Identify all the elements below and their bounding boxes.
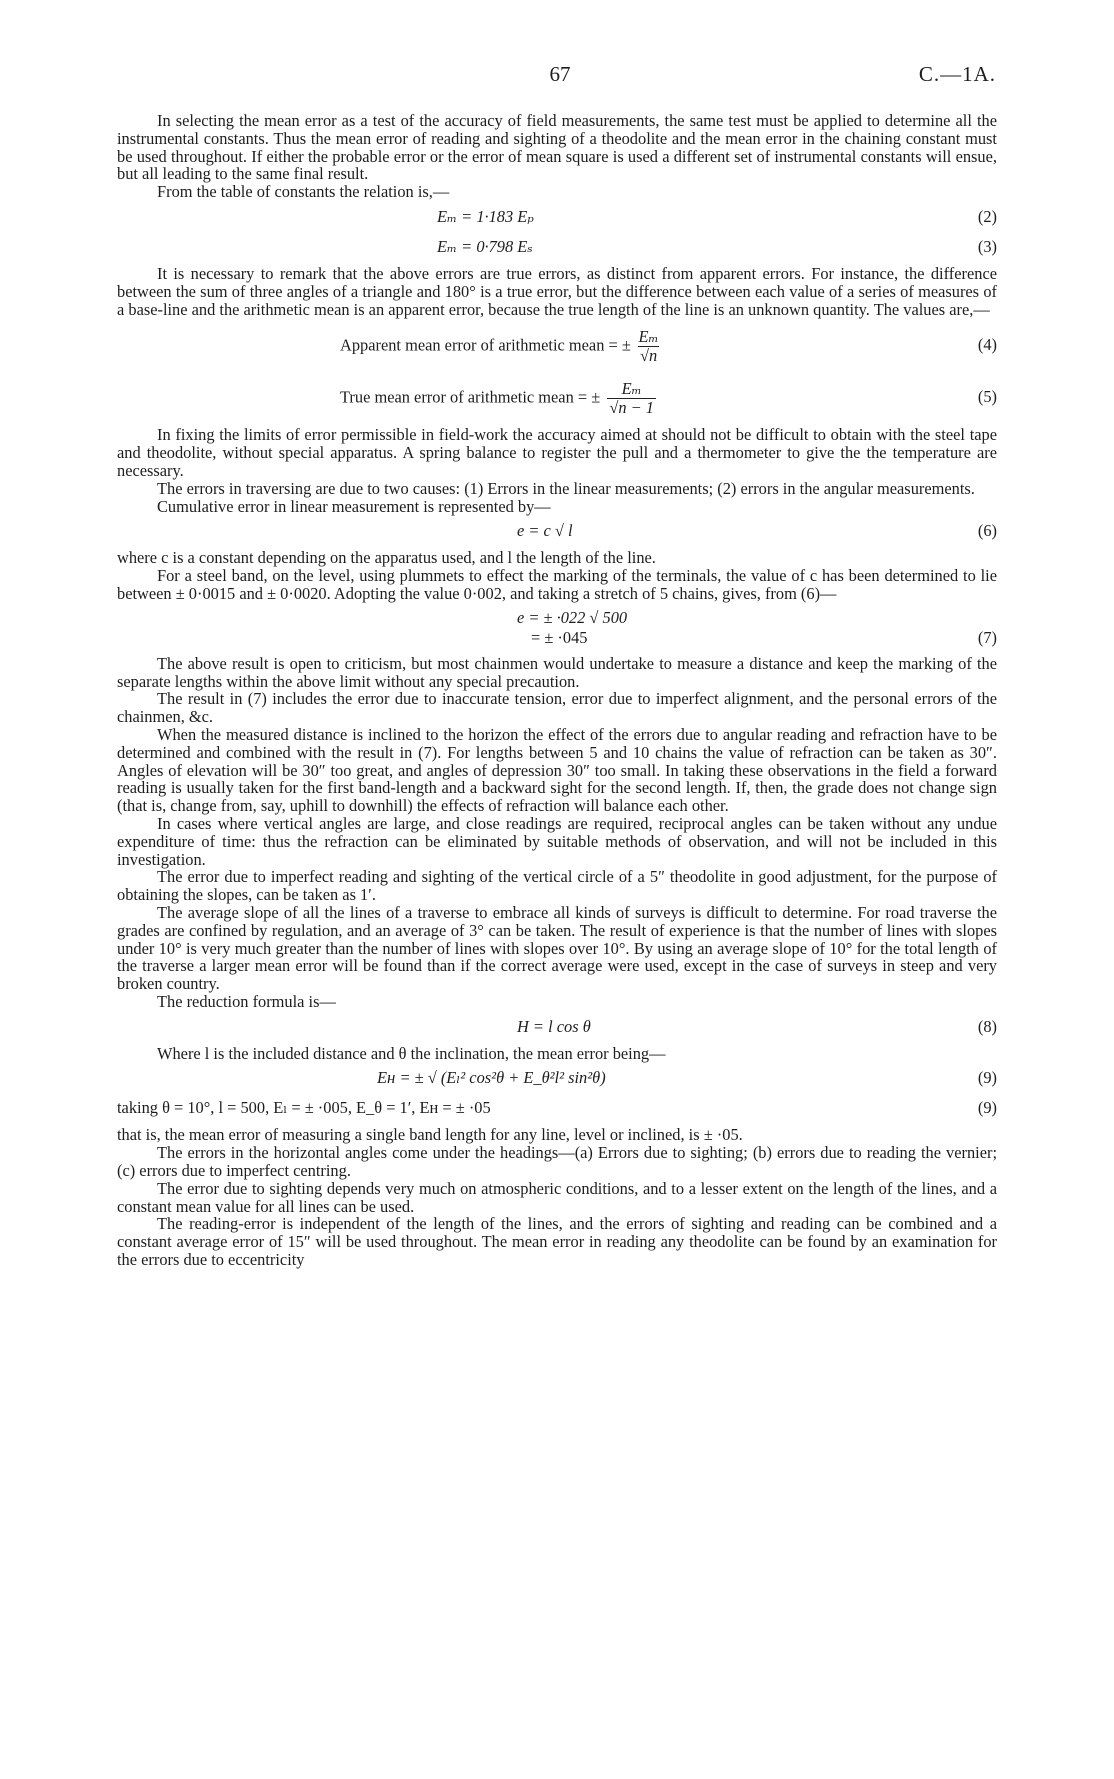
equation-line: e = ± ·022 √ 500 (517, 607, 628, 627)
equation-text: H = l cos θ (517, 1016, 591, 1036)
paragraph: For a steel band, on the level, using plummets to effect the marking of the terminals, the value of c has been determined to lie between ± 0·0015 and ± 0·0020. Adopting the value 0·002, and taking a stretch of 5 chains, gives, from (6)— (117, 566, 997, 603)
equation-label: True mean error of arithmetic mean = ± (340, 387, 601, 407)
fraction-numerator: Eₘ (621, 379, 642, 399)
equation (117, 519, 997, 545)
equation-number: (3) (977, 236, 997, 256)
equation (117, 1096, 997, 1122)
paragraph: In cases where vertical angles are large, and close readings are required, reciprocal angles can be taken without any undue expenditure of time: thus the refraction can be eliminated by suitable methods of observation, and will not be included in this investigation. (117, 813, 997, 869)
fraction (638, 328, 659, 365)
paragraph: Cumulative error in linear measurement is represented by— (157, 496, 551, 516)
paragraph: The errors in traversing are due to two causes: (1) Errors in the linear measurements; (2) errors in the angular measurements. (157, 478, 975, 498)
page-number: 67 (549, 62, 571, 86)
equation-number: (2) (977, 206, 997, 226)
equation (117, 205, 997, 231)
paragraph: The reduction formula is— (157, 991, 336, 1011)
document-body (117, 112, 997, 1269)
paragraph: In selecting the mean error as a test of the accuracy of field measurements, the same test must be applied to determine all the instrumental constants. Thus the mean error of reading and sighting of a theodolite and the mean error in the chaining constant must be used throughout. If either the probable error or the error of mean square is used a different set of instrumental constants will ensue, but all leading to the same final result. (117, 111, 997, 184)
equation (117, 235, 997, 261)
equation-number: (8) (977, 1016, 997, 1036)
equation-label: Apparent mean error of arithmetic mean = ± (340, 335, 631, 355)
fraction (607, 380, 656, 417)
equation-text: Eₘ = 1·183 Eₚ (437, 206, 534, 226)
fraction-denominator: √n (639, 346, 658, 366)
paragraph: The reading-error is independent of the length of the lines, and the errors of sighting and reading can be combined and a constant average error of 15″ will be used throughout. The mean error in reading any theodolite can be found by an examination for the errors due to eccentricity (117, 1214, 997, 1270)
paragraph: The above result is open to criticism, but most chainmen would undertake to measure a distance and keep the marking of the separate lengths within the above limit without any special precaution. (117, 653, 997, 691)
equation-text: Eₘ = 0·798 Eₛ (437, 236, 533, 256)
paragraph: that is, the mean error of measuring a single band length for any line, level or inclined, is ± ·05. (117, 1125, 743, 1145)
equation (117, 322, 997, 370)
equation-text (340, 328, 662, 365)
page-header (0, 62, 1114, 92)
equation (117, 1015, 997, 1041)
equation-text: Eʜ = ± √ (Eₗ² cos²θ + E_θ²l² sin²θ) (377, 1068, 606, 1088)
fraction-numerator: Eₘ (638, 327, 659, 347)
paragraph: The result in (7) includes the error due to inaccurate tension, error due to imperfect alignment, and the personal errors of the chainmen, &c. (117, 689, 997, 727)
equation-number: (7) (977, 627, 997, 647)
equation (117, 1066, 997, 1092)
equation-number: (9) (977, 1098, 997, 1118)
document-reference: C.—1A. (918, 62, 996, 86)
equation-number: (6) (977, 521, 997, 541)
paragraph: When the measured distance is inclined to the horizon the effect of the errors due to angular reading and refraction have to be determined and combined with the result in (7). For lengths between 5 and 10 chains the value of refraction can be taken as 30″. Angles of elevation will be 30″ too great, and angles of depression 30″ too small. In taking these observations in the field a forward reading is usually taken for the first band-length and a backward sight for the second length. If, then, the grade does not change sign (that is, change from, say, uphill to downhill) the effects of refraction will balance each other. (117, 724, 997, 816)
equation-number: (4) (977, 335, 997, 355)
equation-line: = ± ·045 (531, 627, 588, 647)
paragraph: Where l is the included distance and θ the inclination, the mean error being— (157, 1043, 666, 1063)
paragraph: The error due to imperfect reading and sighting of the vertical circle of a 5″ theodolite in good adjustment, for the purpose of obtaining the slopes, can be taken as 1′. (117, 867, 997, 905)
equation (117, 607, 997, 651)
equation-text (340, 380, 659, 417)
fraction-denominator: √n − 1 (609, 398, 654, 418)
equation-text: taking θ = 10°, l = 500, Eₗ = ± ·005, E_θ = 1′, Eʜ = ± ·05 (117, 1098, 491, 1118)
paragraph: From the table of constants the relation is,— (157, 182, 450, 202)
equation-number: (5) (977, 387, 997, 407)
paragraph: The error due to sighting depends very much on atmospheric conditions, and to a lesser extent on the length of the lines, and a constant mean value for all lines can be used. (117, 1178, 997, 1216)
paragraph: The errors in the horizontal angles come under the headings—(a) Errors due to sighting; (b) errors due to reading the vernier; (c) errors due to imperfect centring. (117, 1143, 997, 1181)
equation-number: (9) (977, 1068, 997, 1088)
equation-text: e = c √ l (517, 521, 573, 541)
paragraph: where c is a constant depending on the apparatus used, and l the length of the line. (117, 548, 656, 568)
equation (117, 374, 997, 422)
paragraph: It is necessary to remark that the above errors are true errors, as distinct from apparent errors. For instance, the difference between the sum of three angles of a triangle and 180° is a true error, but the difference between each value of a series of measures of a base-line and the arithmetic mean is an apparent error, because the true length of the line is an unknown quantity. The values are,— (117, 263, 997, 319)
paragraph: The average slope of all the lines of a traverse to embrace all kinds of surveys is difficult to determine. For road traverse the grades are confined by regulation, and an average of 3° can be taken. The result of experience is that the number of lines with slopes under 10° is very much greater than the number of lines with slopes over 10°. By using an average slope of 10° for the total length of the traverse a larger mean error will be found than if the correct average were used, except in the case of surveys in steep and very broken country. (117, 902, 997, 994)
paragraph: In fixing the limits of error permissible in field-work the accuracy aimed at should not be difficult to obtain with the steel tape and theodolite, without special apparatus. A spring balance to register the pull and a thermometer to give the the temperature are necessary. (117, 425, 997, 480)
